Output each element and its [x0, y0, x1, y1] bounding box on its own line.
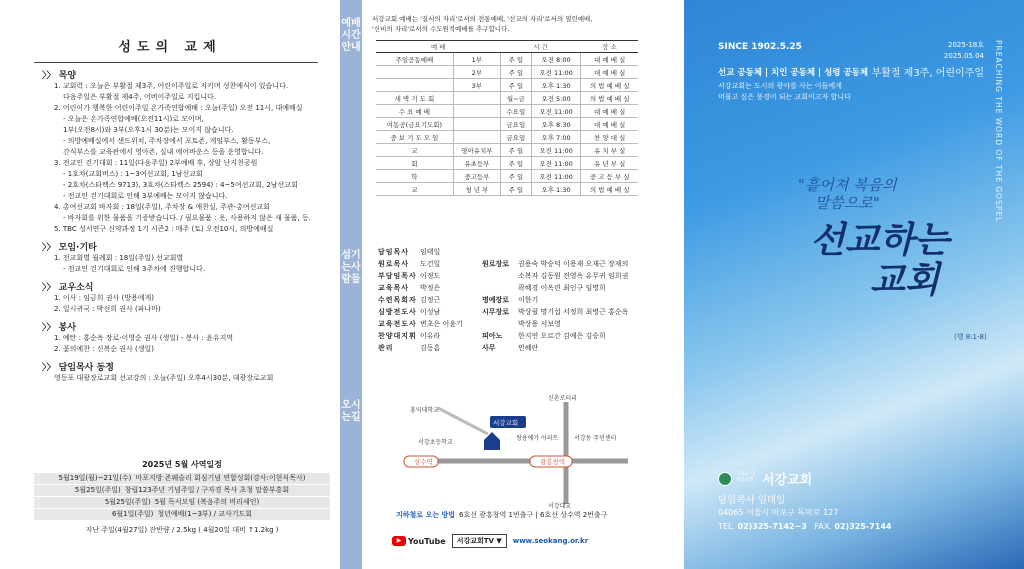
announcement-line: 간식부스를 교육관에서 영아존, 실내 에어바운스 등을 운영합니다. — [63, 148, 264, 156]
staff-name: 이정도 — [420, 272, 441, 280]
table-cell: 대 예 배 실 — [581, 118, 638, 131]
table-cell: 월~금 — [500, 92, 531, 105]
staff-name: 김동흠 — [420, 344, 441, 352]
weekly-note: 지난 주일(4월27일) 잔반량 / 2.5kg ( 4월20일 대비 ↑1.2kg ) — [85, 526, 279, 534]
schedule-date: 5월25일(주일) — [104, 498, 151, 506]
table-cell: 유 치 부 실 — [581, 144, 638, 157]
table-cell — [376, 66, 453, 79]
staff-name: 박상용 서보영 — [518, 320, 561, 328]
emblem-icon — [718, 472, 732, 486]
staff-name: 변초은 이윤기 — [420, 320, 463, 328]
slogan-small — [798, 176, 897, 212]
staff-role — [482, 246, 518, 258]
table-header: 장 소 — [581, 41, 638, 53]
worship-table — [376, 40, 638, 196]
staff-name: 김정근 — [420, 296, 441, 304]
staff-role: 관리 — [378, 344, 394, 352]
table-cell: 주 일 — [500, 53, 531, 66]
church-description — [718, 81, 851, 103]
announcement-line: - 바자회를 위한 물품을 기증받습니다. / 필요물품 : 옷, 사용하지 않은 새 물품, 등. — [63, 214, 311, 222]
table-row — [376, 144, 638, 157]
staff-row — [378, 330, 658, 342]
staff-row — [378, 270, 658, 282]
table-cell: 주 일 — [500, 66, 531, 79]
map-label-bridge: 서강대교 — [548, 503, 572, 510]
slogan-line: 말씀으로" — [814, 194, 880, 212]
staff-role: 시무장로 — [482, 308, 510, 316]
staff-name: 도건일 — [420, 260, 441, 268]
title-divider — [34, 62, 318, 63]
table-cell: 오전 11:00 — [531, 66, 581, 79]
table-cell: 오전 8:00 — [531, 53, 581, 66]
issue-date: 2025.05.04 — [943, 52, 984, 60]
table-row — [376, 183, 638, 196]
schedule-event: 청년예배(1~3부) / 교사기도회 — [157, 510, 253, 518]
strip-directions-label: 오시는길 — [341, 400, 361, 423]
schedule-event: 마포지방 존웨슬리 회심기념 연합성회(강사:이현식목사) — [135, 474, 306, 482]
announcement-line: 4. 총여선교회 바자회 : 18일(주일), 주차장 & 애찬실, 주관-총여선교회 — [54, 203, 270, 211]
table-cell: 주 일 — [500, 144, 531, 157]
table-cell: 1부 — [453, 53, 500, 66]
table-cell: 의 법 예 배 실 — [581, 79, 638, 92]
staff-role — [482, 282, 518, 294]
announcement-line: 2. 꽃의예찬 : 신복순 권사 (생일) — [54, 345, 155, 353]
map-road-side — [438, 408, 488, 434]
staff-list — [378, 246, 658, 354]
staff-role: 찬양대지휘 — [378, 332, 417, 340]
staff-row — [378, 258, 658, 270]
schedule-list — [34, 473, 330, 521]
table-row — [376, 92, 638, 105]
announcement-section — [42, 280, 328, 315]
pastor-name: 담임목사 임태일 — [718, 495, 786, 506]
table-cell: 새 벽 기 도 회 — [376, 92, 453, 105]
map-label-sinchon: 신촌로터리 — [548, 395, 577, 402]
staff-row — [378, 318, 658, 330]
community-motto: 선교 공동체 | 치인 공동체 | 성령 공동체 — [718, 68, 869, 78]
youtube-logo[interactable] — [392, 536, 446, 546]
table-cell: 오후 7:00 — [531, 131, 581, 144]
announcement-line: 1부(오전8시)와 3부(오후1시 30분)는 모이지 않습니다. — [63, 126, 234, 134]
section-heading: 〉〉 모임·기타 — [42, 243, 97, 253]
announcement-line: 1. 이사 : 임금희 권사 (방용에게) — [54, 294, 155, 302]
contact-info — [718, 522, 891, 531]
table-cell: 중 고 등 부 실 — [581, 170, 638, 183]
section-heading: 〉〉 교우소식 — [42, 283, 94, 293]
table-cell: 금요일 — [500, 118, 531, 131]
table-cell: 오전 11:00 — [531, 144, 581, 157]
sunday-title: 부활절 제3주, 어린이주일 — [871, 68, 984, 79]
staff-name: 이한기 — [518, 296, 539, 304]
table-cell: 의 법 예 배 실 — [581, 92, 638, 105]
issue-number: 2025-18호 — [947, 41, 984, 49]
section-heading: 〉〉 목양 — [42, 71, 77, 81]
youtube-bar — [392, 534, 652, 548]
announcement-line: 1. 전교회별 월례회 : 18일(주일) 선교회별 — [54, 254, 184, 262]
since-label: SINCE 1902.5.25 — [718, 42, 802, 52]
staff-role: 수련목회자 — [378, 296, 417, 304]
table-cell: 오후 1:30 — [531, 183, 581, 196]
staff-role: 명예장로 — [482, 296, 510, 304]
table-cell: 주일공동예배 — [376, 53, 453, 66]
worship-table-body — [376, 53, 638, 196]
table-cell: 주 일 — [500, 183, 531, 196]
staff-row — [378, 246, 658, 258]
table-cell — [376, 79, 453, 92]
map-label-center: 서강동 주민센터 — [574, 435, 617, 442]
location-map — [398, 394, 636, 512]
slogan-line: 선교하는 — [810, 219, 950, 261]
table-cell: 중 보 기 도 모 임 — [376, 131, 453, 144]
announcement-line: 2. 일시귀국 : 박선희 권사 (파나마) — [54, 305, 161, 313]
website-link[interactable]: www.seokang.or.kr — [512, 537, 589, 545]
staff-role — [482, 270, 518, 282]
schedule-date: 5월19일(월)~21일(수) — [58, 474, 132, 482]
staff-row — [378, 282, 658, 294]
announcement-line: 영등포 대광장로교회 선교강의 : 오늘(주일) 오후4시30분, 대광장로교회 — [54, 374, 274, 382]
schedule-title: 2025년 5월 사역일정 — [142, 460, 222, 469]
emblem-text: 기독교 대한감리회 — [736, 472, 755, 483]
table-cell: 대 예 배 실 — [581, 53, 638, 66]
table-cell — [453, 118, 500, 131]
table-cell: 금요일 — [500, 131, 531, 144]
schedule-row — [34, 485, 330, 497]
page-title: 성도의 교제 — [118, 40, 222, 55]
slogan-big — [810, 220, 949, 300]
section-heading: 〉〉 봉사 — [42, 323, 77, 333]
table-header: 예 배 — [376, 41, 500, 53]
staff-role: 원로장로 — [482, 260, 510, 268]
table-cell: 3부 — [453, 79, 500, 92]
table-row — [376, 53, 638, 66]
staff-role: 부담임목사 — [378, 272, 417, 280]
table-cell: 학 — [376, 170, 453, 183]
staff-role: 교육전도사 — [378, 320, 417, 328]
announcement-line: - 2호차(스타렉스 9713), 3호차(스타렉스 2594) : 4~5여선교회, 2남선교회 — [63, 181, 298, 189]
worship-intro — [372, 14, 654, 34]
table-cell: 오전 11:00 — [531, 170, 581, 183]
announcement-line: - 전교인 걷기대회로 인해 3주차에 진행합니다. — [63, 265, 206, 273]
intro-line: 서강교회 예배는 '질서의 자리'로서의 전통예배, '선교의 자리'로서의 열린예배, — [372, 15, 593, 23]
announcement-line: 5. TBC 성서연구 신약과정 1기 시즌2 : 매주 (토) 오전10시, 의방예배실 — [54, 225, 274, 233]
table-cell: 오전 11:00 — [531, 105, 581, 118]
staff-role: 심방전도사 — [378, 308, 417, 316]
strip-worship-label: 예배시간안내 — [341, 18, 361, 53]
table-cell: 의 법 예 배 실 — [581, 183, 638, 196]
staff-name: 박정은 — [420, 284, 441, 292]
table-cell: 오전 11:00 — [531, 157, 581, 170]
table-cell — [453, 105, 500, 118]
staff-row — [378, 306, 658, 318]
table-cell: 대 예 배 실 — [581, 105, 638, 118]
map-label-elem: 서강초등학교 — [418, 439, 453, 446]
subway-directions — [396, 510, 646, 520]
table-row — [376, 157, 638, 170]
table-cell: 수요일 — [500, 105, 531, 118]
staff-name: 이성남 — [420, 308, 441, 316]
table-cell: 청 년 부 — [453, 183, 500, 196]
table-cell: 영아유치부 — [453, 144, 500, 157]
table-cell: 오후 8:30 — [531, 118, 581, 131]
table-cell — [453, 131, 500, 144]
table-cell — [453, 92, 500, 105]
staff-name: 한지연 오르간 김예은 김승희 — [518, 332, 606, 340]
map-label-hongik: 홍익대학교 — [410, 407, 439, 414]
staff-row — [378, 294, 658, 306]
play-icon: ▶ — [392, 536, 406, 546]
table-cell: 회 — [376, 157, 453, 170]
announcement-line: - 1호차(교회버스) : 1~3여선교회, 1남선교회 — [63, 170, 203, 178]
announcement-section — [42, 320, 328, 355]
table-row — [376, 79, 638, 92]
announcement-line: - 오늘은 온가족연합예배(오전11시)로 모이며, — [63, 115, 204, 123]
staff-name: 민혜란 — [518, 344, 539, 352]
staff-role: 담임목사 — [378, 248, 410, 256]
staff-name: 곽혜경 이옥련 최인구 임명희 — [518, 284, 606, 292]
schedule-row — [34, 509, 330, 521]
table-cell: 2부 — [453, 66, 500, 79]
section-heading: 〉〉 담임목사 동정 — [42, 363, 114, 373]
subway-directions-label: 지하철로 오는 방법 — [396, 511, 455, 519]
announcement-line: - 의방예배실에서 샌드위치, 주차장에서 포토존, 게임부스, 활동부스, — [63, 137, 271, 145]
intro-line: '신비의 자리'로서의 수도원적예배를 추구합니다. — [372, 25, 510, 33]
table-cell: 수 요 예 배 — [376, 105, 453, 118]
announcement-section — [42, 240, 328, 275]
table-cell: 유 년 부 실 — [581, 157, 638, 170]
schedule-row — [34, 497, 330, 509]
verse-reference: (행 8:1-8) — [954, 333, 987, 341]
table-row — [376, 131, 638, 144]
table-row — [376, 105, 638, 118]
slogan-line: "흩어져 복음의 — [798, 176, 897, 194]
fax-number: 02)325-7144 — [834, 522, 892, 531]
schedule-date: 5월25일(주일) — [74, 486, 121, 494]
issue-info — [944, 40, 984, 62]
worship-panel — [362, 0, 662, 569]
announcement-section — [42, 360, 328, 384]
schedule-event: 창립123주년 기념주일 / 구자경 목사 초청 말씀부흥회 — [124, 486, 290, 494]
schedule-date: 6월1일(주일) — [111, 510, 154, 518]
map-label-apt: 쌍용예가 아파트 — [516, 435, 559, 442]
schedule-event: 5월 독서모임 (복음주의 비리새인) — [154, 498, 260, 506]
staff-role — [482, 318, 518, 330]
decorative-strip — [662, 0, 684, 569]
announcement-sections — [0, 68, 340, 384]
fax-label: FAX. — [814, 522, 832, 531]
announcement-line: 2. 어린이가 행복한 어린이주일 온가족연합예배 : 오늘(주일) 오전 11시, 대예배실 — [54, 104, 303, 112]
staff-name: 이유라 — [420, 332, 441, 340]
staff-name: 권용숙 박승덕 이용재 오재근 장재의 — [518, 260, 629, 268]
staff-role: 원로목사 — [378, 260, 410, 268]
announcement-line: 다음주일은 부활절 제4주, 어버이주일로 지킵니다. — [63, 93, 217, 101]
table-cell: 주 일 — [500, 170, 531, 183]
table-cell: 중고등부 — [453, 170, 500, 183]
table-header: 시 간 — [500, 41, 580, 53]
map-label-church: 서강교회 — [493, 419, 519, 427]
staff-row — [378, 342, 658, 354]
vertical-strip — [340, 0, 362, 569]
announcement-line: 1. 교회력 : 오늘은 부활절 제3주, 어린이주일로 지키며 성찬예식이 있습니다. — [54, 82, 289, 90]
staff-name: 임태일 — [420, 248, 441, 256]
staff-role: 피아노 — [482, 332, 503, 340]
desc-line: 머물고 싶은 풍경이 되는 교회이고자 합니다 — [718, 93, 851, 101]
subway-directions-text: 6호선 광흥창역 1번출구 | 6호선 상수역 2번출구 — [458, 511, 608, 519]
table-cell: 찬 양 대 실 — [581, 131, 638, 144]
table-cell: 여동공(금요기도회) — [376, 118, 453, 131]
map-label-station1: 상수역 — [414, 458, 433, 466]
table-cell: 교 — [376, 144, 453, 157]
desc-line: 서강교회는 도시의 광야를 사는 이들에게 — [718, 82, 842, 90]
cover-panel — [684, 0, 1024, 569]
schedule-box — [34, 459, 330, 535]
slogan-line: 교회 — [870, 259, 940, 301]
table-cell: 대 예 배 실 — [581, 66, 638, 79]
announcements-panel — [0, 0, 340, 569]
strip-staff-label: 섬기는사람들 — [341, 250, 361, 285]
church-address: 04065 서울시 마포구 독막로 127 — [718, 508, 839, 517]
announcement-line: - 전교인 걷기대회로 인해 3부예배는 모이지 않습니다. — [63, 192, 228, 200]
staff-role: 사무 — [482, 344, 496, 352]
tel-number: 02)325-7142~3 — [737, 522, 807, 531]
table-cell: 오후 1:30 — [531, 79, 581, 92]
table-row — [376, 118, 638, 131]
announcement-line: 3. 전교인 걷기대회 : 11일(다음주일) 2부예배 후, 상암 난지천공원 — [54, 159, 258, 167]
map-label-station2: 광흥창역 — [540, 458, 566, 466]
table-cell: 교 — [376, 183, 453, 196]
table-row — [376, 66, 638, 79]
staff-role: 교육목사 — [378, 284, 410, 292]
schedule-row — [34, 473, 330, 485]
announcement-section — [42, 68, 328, 235]
youtube-channel[interactable]: 서강교회TV ▼ — [452, 534, 507, 548]
announcement-line: 1. 예탄 : 홍순옥 장로·이영순 권사 (생일) - 봉사 : 윤유지역 — [54, 334, 234, 342]
staff-name: 박상필 명기섭 서정희 최병근 홍순옥 — [518, 308, 629, 316]
youtube-brand: YouTube — [408, 536, 446, 546]
church-name: 서강교회 — [762, 473, 813, 488]
tel-label: TEL. — [718, 522, 735, 531]
table-cell: 유초등부 — [453, 157, 500, 170]
table-cell: 주 일 — [500, 79, 531, 92]
table-cell: 주 일 — [500, 157, 531, 170]
staff-name: 소복자 김동원 전영옥 유무귀 임희권 — [518, 272, 629, 280]
table-row — [376, 170, 638, 183]
vertical-tagline: PREACHING THE WORD OF THE GOSPEL — [994, 40, 1003, 223]
table-cell: 오전 5:00 — [531, 92, 581, 105]
